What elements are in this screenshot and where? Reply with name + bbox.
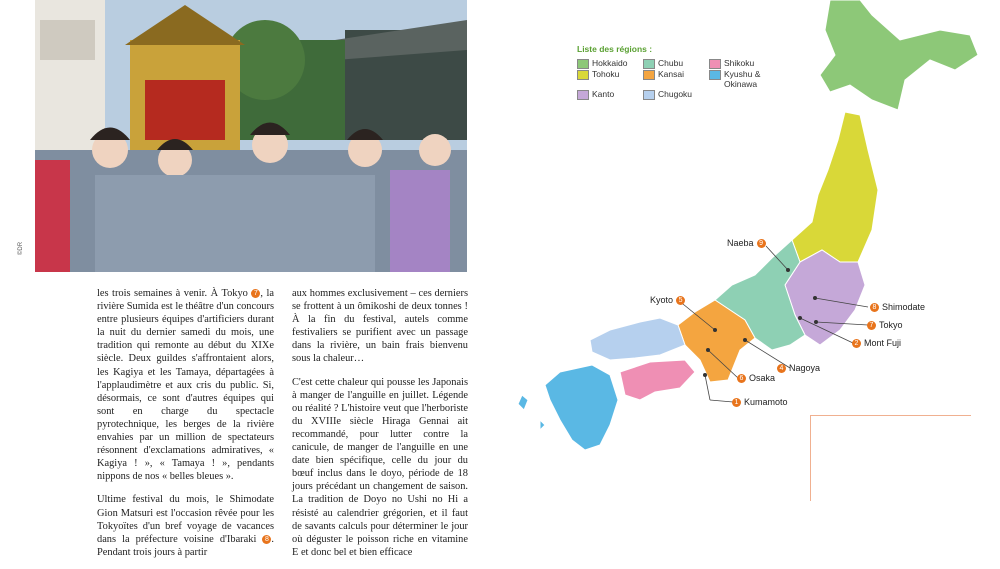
legend-item	[643, 59, 709, 69]
legend-swatch	[643, 90, 655, 100]
region-hokkaido	[820, 0, 978, 110]
legend-item	[577, 70, 643, 89]
article-paragraph: les trois semaines à venir. À Tokyo 7 , la rivière Sumida est le théâtre d'un concours entre plusieurs équipes d'artificiers durant la nuit du dernier samedi du mois, une tradition qui remonte au début du XIXe siècle. Deux guildes s'affrontaient alors, les Kagiya et les Tamaya, départagées à l'applaudimètre et aux cris du public. Si, désormais, ce sont d'autres équipes qui sont en charge du spectacle pyrotechnique, les berges de la rivière envahies par un million de spectateurs résonnent d'exclamations admiratives, « Kagiya ! », « Tamaya ! », pendants nippons de nos « belles bleues ».	[97, 288, 274, 483]
legend-label: Shikoku	[724, 58, 755, 68]
legend-swatch	[709, 59, 721, 69]
island-izu	[540, 420, 545, 430]
region-tohoku	[792, 112, 878, 262]
legend-item	[577, 59, 643, 69]
legend-swatch	[709, 70, 721, 80]
place-shimodate: 8 Shimodate	[870, 302, 925, 312]
marker-badge: 8	[870, 303, 879, 312]
legend-item	[643, 70, 709, 89]
marker-badge: 6	[737, 374, 746, 383]
marker-badge: 5	[676, 296, 685, 305]
island-okinawa	[518, 395, 528, 410]
legend-swatch	[643, 70, 655, 80]
marker-badge: 9	[757, 239, 766, 248]
legend-title: Liste des régions :	[577, 44, 653, 54]
legend-label: Kyushu & Okinawa	[724, 69, 761, 89]
place-kyoto: Kyoto 5	[650, 295, 685, 305]
legend-swatch	[577, 70, 589, 80]
festival-photo	[35, 0, 467, 272]
marker-badge: 1	[732, 398, 741, 407]
marker-badge: 4	[777, 364, 786, 373]
marker-badge: 8	[262, 535, 271, 544]
region-chugoku	[590, 318, 685, 360]
festival-photo-illustration	[35, 0, 467, 272]
legend-grid	[577, 59, 775, 100]
legend-swatch	[577, 90, 589, 100]
article-column-2	[292, 287, 468, 569]
legend-label: Tohoku	[592, 69, 620, 79]
article-paragraph: aux hommes exclusivement – ces derniers se frottent à un ômikoshi de deux tonnes ! À la fin du festival, autels comme festivaliers se purifient avec un passage dans la rivière, un bain frais bienvenu sous la chaleur…	[292, 288, 468, 365]
legend-label: Kansai	[658, 69, 684, 79]
legend-item	[577, 90, 643, 100]
legend-item	[643, 90, 709, 100]
region-shikoku	[620, 360, 695, 400]
legend-label: Chubu	[658, 58, 684, 68]
legend-item	[709, 59, 775, 69]
marker-badge: 7	[251, 289, 260, 298]
place-mont-fuji: 2 Mont Fuji	[852, 338, 901, 348]
article-column-1	[97, 287, 274, 569]
region-kyushu	[545, 365, 618, 450]
legend-swatch	[643, 59, 655, 69]
marker-badge: 2	[852, 339, 861, 348]
place-osaka: 6 Osaka	[737, 373, 775, 383]
place-tokyo: 7 Tokyo	[867, 320, 903, 330]
place-nagoya: 4 Nagoya	[777, 363, 820, 373]
place-kumamoto: 1 Kumamoto	[732, 397, 788, 407]
place-naeba: Naeba 9	[727, 238, 766, 248]
legend-label: Kanto	[592, 89, 615, 99]
article-paragraph: Ultime festival du mois, le Shimodate Gion Matsuri est l'occasion rêvée pour les Tokyoïtes d'un bref voyage de vacances dans la préfecture voisine d'Ibaraki 8 . Pendant trois jours à partir	[97, 494, 274, 558]
photo-credit: ©DR	[18, 241, 24, 255]
legend-label: Chugoku	[658, 89, 693, 99]
region-legend	[577, 44, 775, 100]
article-paragraph: C'est cette chaleur qui pousse les Japonais à manger de l'anguille en juillet. Légende ou réalité ? L'histoire veut que l'herboriste du XVIIIe siècle Hiraga Gennai ait recommandé, pour lutter contre la canicule, de manger de l'anguille en une date bien spécifique, celle du jour du bœuf inclus dans le doyo, période de 18 jours précédant un changement de saison. La tradition de Doyo no Ushi no Hi a résisté au calendrier grégorien, et il faut de savants calculs pour déterminer le jour où déguster le poisson riche en vitamine E et donc bel et bien efficace	[292, 376, 468, 558]
legend-label: Hokkaido	[592, 58, 628, 68]
legend-swatch	[577, 59, 589, 69]
inset-frame	[810, 415, 971, 501]
legend-item	[709, 70, 775, 89]
marker-badge: 7	[867, 321, 876, 330]
